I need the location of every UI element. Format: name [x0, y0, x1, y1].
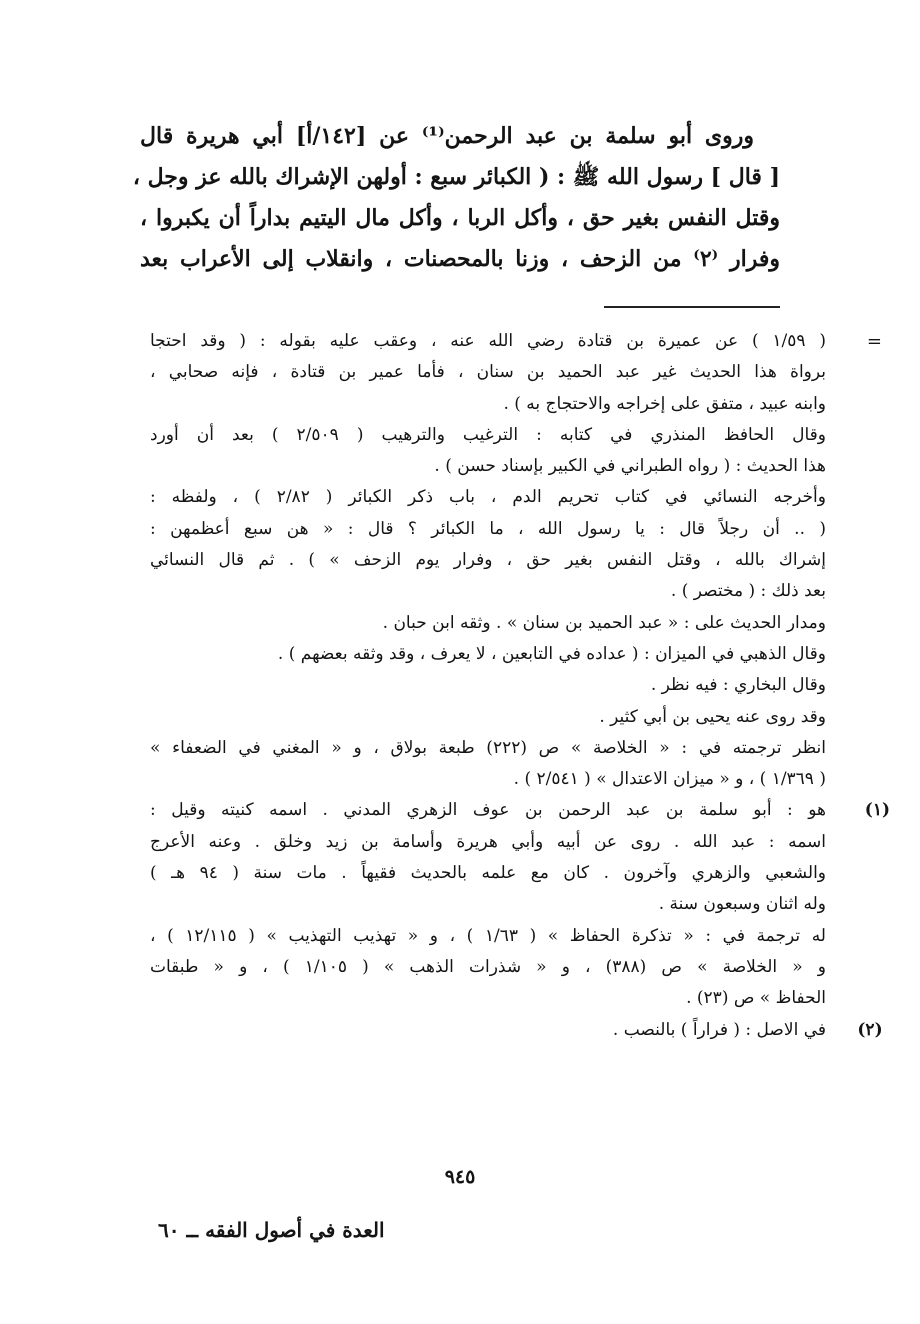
footnote-continuation-line: وقال البخاري : فيه نظر .: [650, 675, 826, 696]
footnote-line-text: هو : أبو سلمة بن عبد الرحمن بن عوف الزهري المدني . اسمه كنيته وقيل :: [150, 800, 826, 821]
footnote-number: (١): [864, 800, 890, 821]
main-text-line: وروى أبو سلمة بن عبد الرحمن⁽¹⁾ عن [١٤٢/أ] أبي هريرة قال: [140, 123, 754, 149]
footnote-continuation-line: وقد روى عنه يحيى بن أبي كثير .: [599, 706, 826, 727]
footnote-continuation-line: ومدار الحديث على : « عبد الحميد بن سنان » . وثقه ابن حبان .: [382, 612, 826, 633]
continuation-marker: =: [866, 331, 882, 352]
footnote-1-line: وله اثنان وسبعون سنة .: [658, 894, 826, 915]
book-title-footer: العدة في أصول الفقه ــ ٦٠: [158, 1218, 385, 1242]
footnote-continuation-line: وابنه عبيد ، متفق على إخراجه والاحتجاج به ) .: [503, 393, 826, 414]
footnote-continuation-line: وقال الحافظ المنذري في كتابه : الترغيب والترهيب ( ٢/٥٠٩ ) بعد أن أورد: [150, 424, 826, 445]
footnote-1-line: الحفاظ » ص (٢٣) .: [686, 988, 826, 1009]
footnote-1-line: له ترجمة في : « تذكرة الحفاظ » ( ١/٦٣ ) ، و « تهذيب التهذيب » ( ١٢/١١٥ ) ،: [150, 925, 826, 946]
footnote-1-line: و « الخلاصة » ص (٣٨٨) ، و « شذرات الذهب » ( ١/١٠٥ ) ، و « طبقات: [150, 956, 826, 977]
main-text-block: [132, 116, 780, 280]
footnote-1-line: اسمه : عبد الله . روى عن أبيه وأبي هريرة وأسامة بن زيد وخلق . وعنه الأعرج: [150, 831, 826, 852]
footnote-continuation-line: ( .. أن رجلاً قال : يا رسول الله ، ما الكبائر ؟ قال : « هن سبع أعظمهن :: [150, 518, 826, 539]
footnote-continuation-line: [150, 326, 882, 357]
footnote-continuation-line: ( ١/٣٦٩ ) ، و « ميزان الاعتدال » ( ٢/٥٤١ ) .: [513, 769, 826, 790]
footnote-line-text: ( ١/٥٩ ) عن عميرة بن قتادة رضي الله عنه ، وعقب عليه بقوله : ( وقد احتجا: [150, 331, 827, 351]
footnote-1-line: والشعبي والزهري وآخرون . كان مع علمه بالحديث فقيهاً . مات سنة ( ٩٤ هـ ): [150, 863, 826, 884]
footnotes-block: [150, 326, 890, 1046]
footnote-continuation-line: إشراك بالله ، وقتل النفس بغير حق ، وفرار يوم الزحف » ) . ثم قال النسائي: [150, 550, 826, 571]
footnote-number: (٢): [857, 1019, 883, 1040]
footnote-continuation-line: بعد ذلك : ( مختصر ) .: [670, 581, 826, 602]
footnote-continuation-line: وأخرجه النسائي في كتاب تحريم الدم ، باب ذكر الكبائر ( ٢/٨٢ ) ، ولفظه :: [150, 487, 826, 508]
footnote-line-text: في الاصل : ( فراراً ) بالنصب .: [612, 1019, 826, 1040]
main-text-line: وفرار ⁽٢⁾ من الزحف ، وزنا بالمحصنات ، وانقلاب إلى الأعراب بعد: [140, 246, 780, 272]
footnote-continuation-line: برواة هذا الحديث غير عبد الحميد بن سنان ، فأما عمير بن قتادة ، فإنه صحابي ،: [150, 362, 826, 383]
page-number: ٩٤٥: [444, 1166, 476, 1188]
main-text-line: وقتل النفس بغير حق ، وأكل الربا ، وأكل مال اليتيم بداراً أن يكبروا ،: [140, 205, 780, 231]
footnote-1-line: [150, 795, 890, 826]
footnote-continuation-line: وقال الذهبي في الميزان : ( عداده في التابعين ، لا يعرف ، وقد وثقه بعضهم ) .: [277, 643, 826, 664]
main-text-line: [ قال ] رسول الله ﷺ : ( الكبائر سبع : أولهن الإشراك بالله عز وجل ،: [132, 164, 780, 190]
footnote-continuation-line: هذا الحديث : ( رواه الطبراني في الكبير بإسناد حسن ) .: [434, 456, 826, 477]
footnote-separator: [604, 306, 780, 308]
footnote-continuation-line: انظر ترجمته في : « الخلاصة » ص (٢٢٢) طبعة بولاق ، و « المغني في الضعفاء »: [150, 737, 826, 758]
footnote-2-line: [150, 1015, 883, 1046]
